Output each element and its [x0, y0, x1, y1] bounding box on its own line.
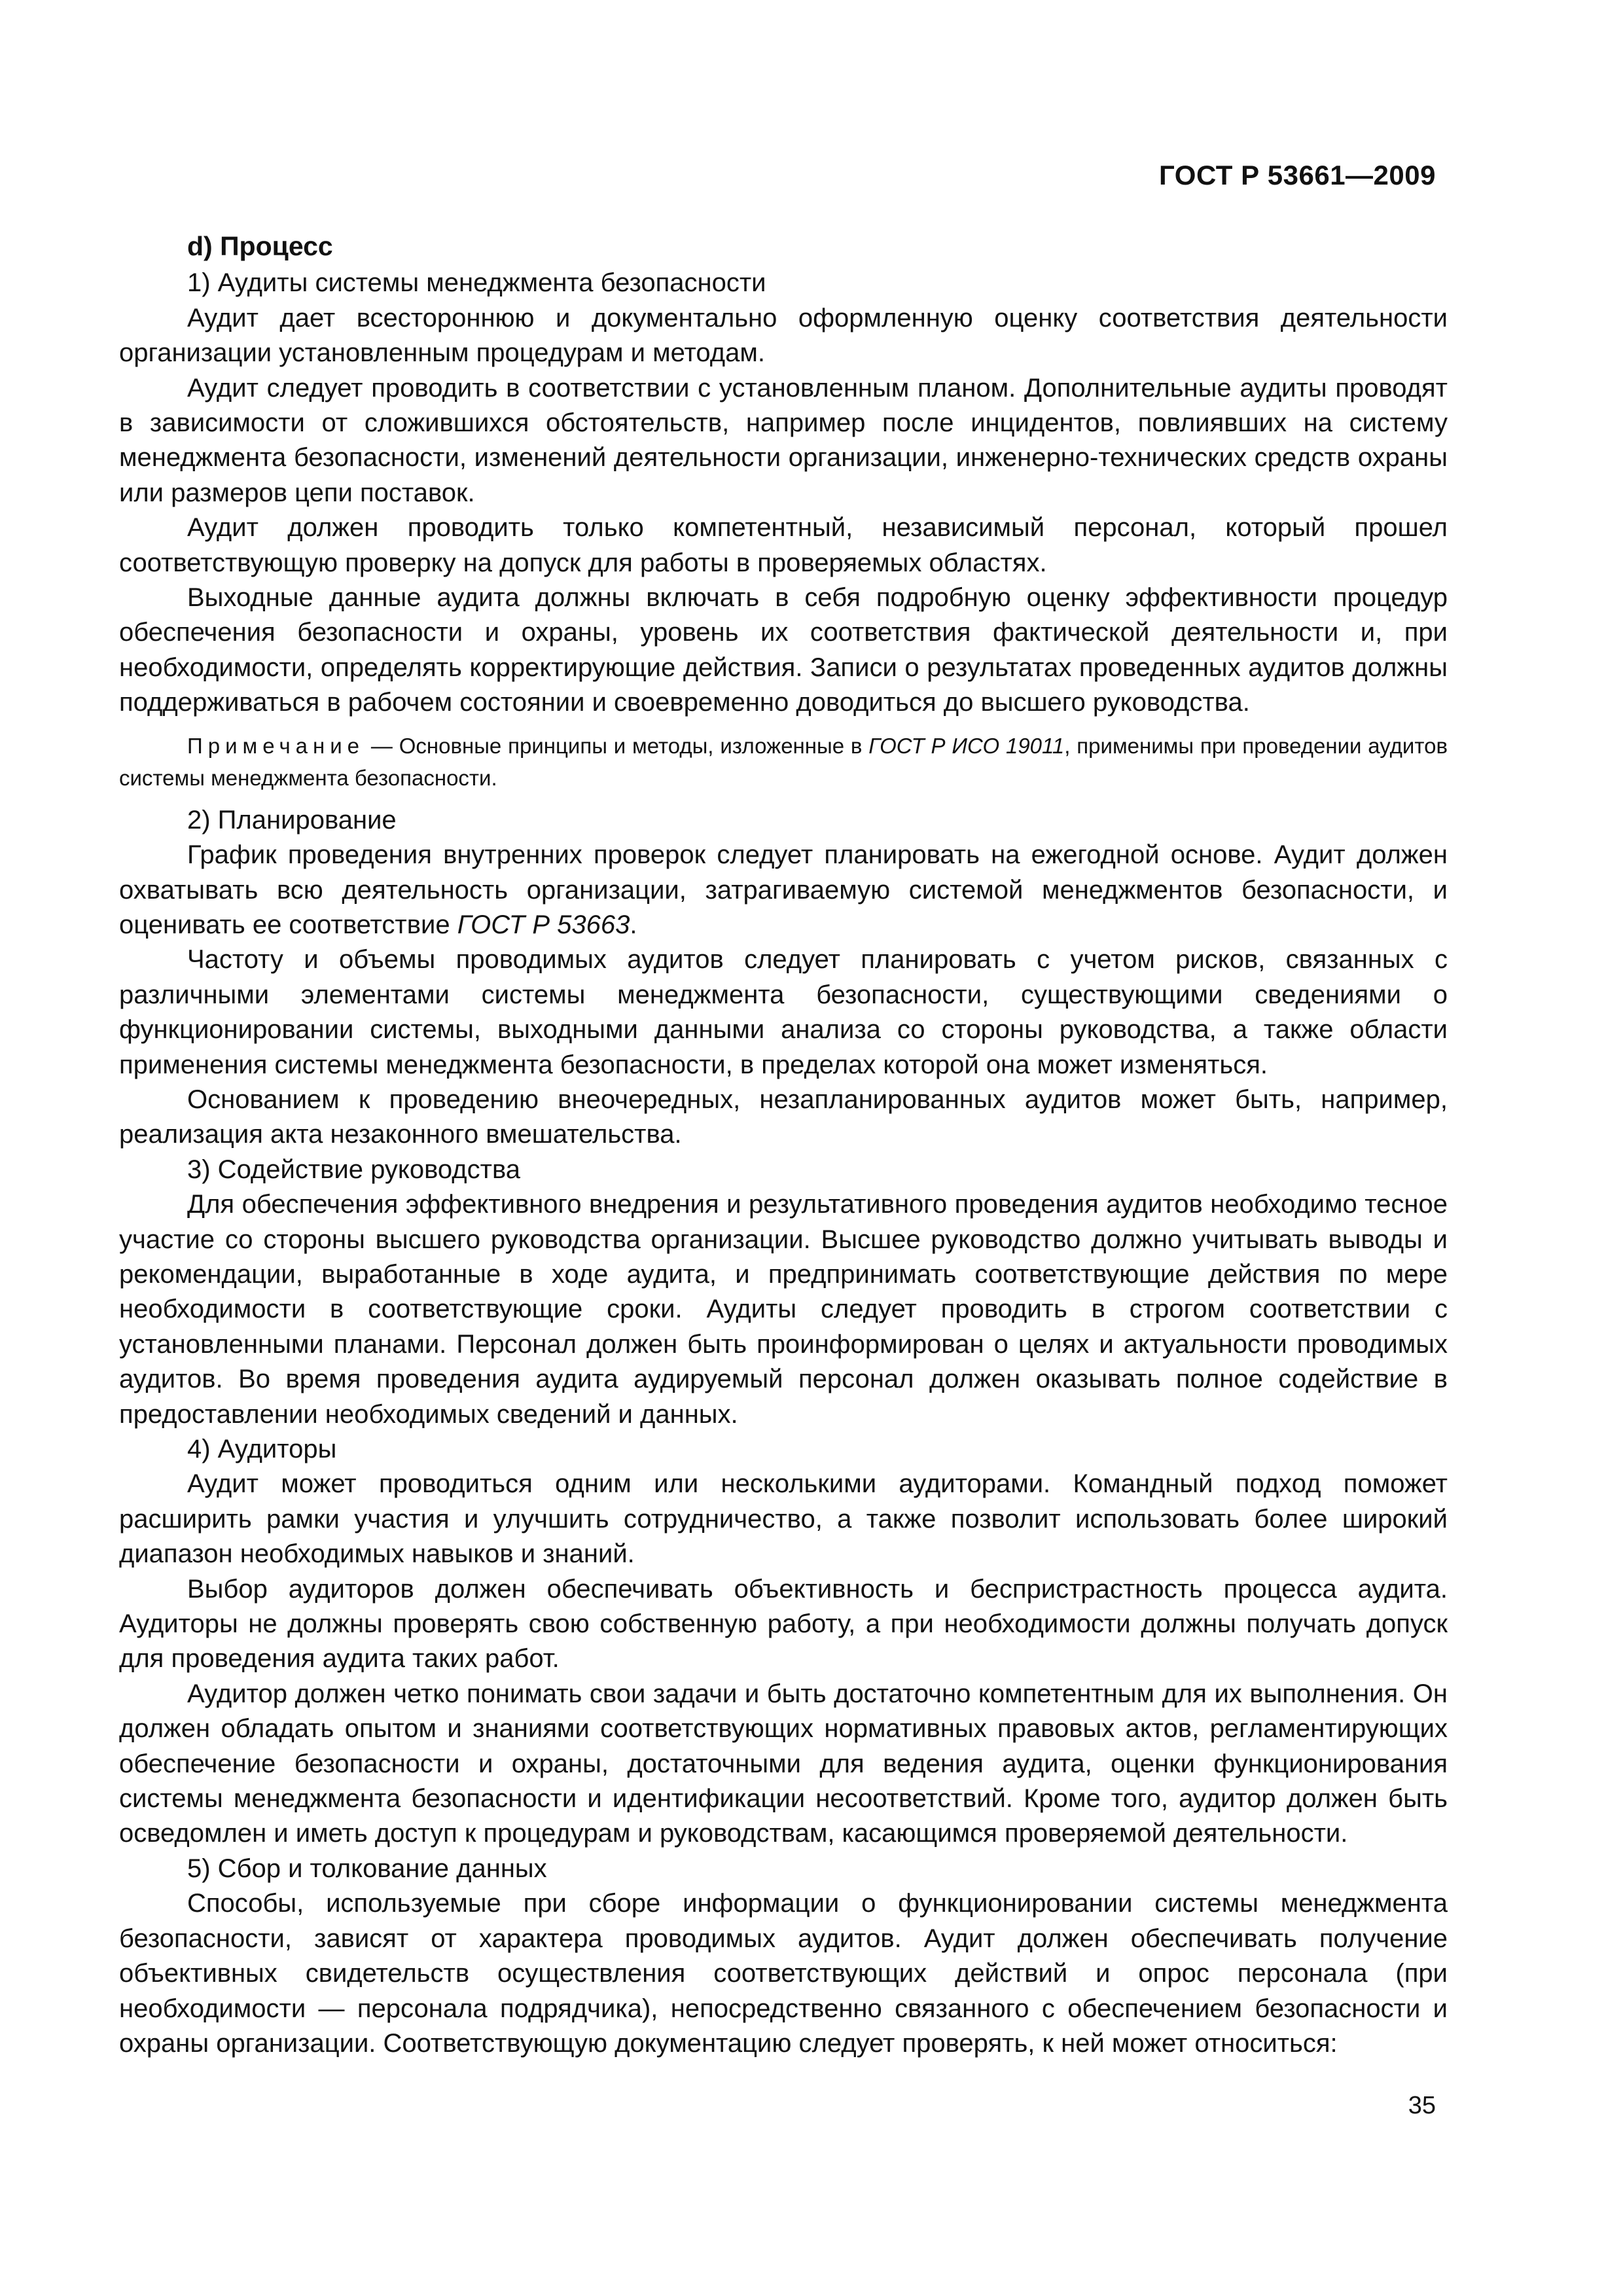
- paragraph: Для обеспечения эффективного внедрения и результативного проведения аудитов необходимо тесное участие со стороны высшего руководства организации. Высшее руководство должно учитывать выводы и рекомендации, выработанные в ходе аудита, и предпринимать соответствующие действия по мере необходимости в соответствующие сроки. Аудиты следует проводить в строгом соответствии с установленными планами. Персонал должен быть проинформирован о целях и актуальности проводимых аудитов. Во время проведения аудита аудируемый персонал должен оказывать полное содействие в предоставлении необходимых сведений и данных.: [119, 1190, 1448, 1429]
- document-body: [119, 229, 1448, 2061]
- subsection-heading-management: 3) Содействие руководства: [187, 1155, 521, 1184]
- paragraph: Способы, используемые при сборе информации о функционировании системы менеджмента безопасности, зависят от характера проводимых аудитов. Аудит должен обеспечивать получение объективных свидетельств осуществления соответствующих действий и опрос персонала (при необходимости — персонала подрядчика), непосредственно связанного с обеспечением безопасности и охраны организации. Соответствующую документацию следует проверять, к ней может относиться:: [119, 1889, 1448, 2058]
- document-header: ГОСТ Р 53661—2009: [1159, 160, 1436, 190]
- paragraph: Аудит может проводиться одним или несколькими аудиторами. Командный подход поможет расширить рамки участия и улучшить сотрудничество, а также позволит использовать более широкий диапазон необходимых навыков и знаний.: [119, 1469, 1448, 1569]
- note: [119, 730, 1448, 794]
- note-reference: ГОСТ Р ИСО 19011: [868, 733, 1065, 758]
- paragraph: Аудит дает всестороннюю и документально оформленную оценку соответствия деятельности организации установленным процедурам и методам.: [119, 303, 1448, 368]
- paragraph: [119, 838, 1448, 942]
- paragraph: Выбор аудиторов должен обеспечивать объективность и беспристрастность процесса аудита. Аудиторы не должны проверять свою собственную работу, а при необходимости должны получать допуск для проведения аудита таких работ.: [119, 1574, 1448, 1674]
- section-heading: d) Процесс: [187, 231, 333, 261]
- subsection-heading-planning: 2) Планирование: [187, 805, 397, 834]
- page-number: 35: [1408, 2092, 1436, 2119]
- paragraph-text-end: .: [630, 910, 637, 939]
- paragraph: Аудит должен проводить только компетентный, независимый персонал, который прошел соответствующую проверку на допуск для работы в проверяемых областях.: [119, 513, 1448, 577]
- paragraph: Выходные данные аудита должны включать в себя подробную оценку эффективности процедур обеспечения безопасности и охраны, уровень их соответствия фактической деятельности и, при необходимости, определять корректирующие действия. Записи о результатах проведенных аудитов должны поддерживаться в рабочем состоянии и своевременно доводиться до высшего руководства.: [119, 583, 1448, 717]
- note-label: Примечание: [187, 733, 365, 758]
- paragraph: Частоту и объемы проводимых аудитов следует планировать с учетом рисков, связанных с различными элементами системы менеджмента безопасности, существующими сведениями о функционировании системы, выходными данными анализа со стороны руководства, а также области применения системы менеджмента безопасности, в пределах которой она может изменяться.: [119, 945, 1448, 1079]
- subsection-heading-auditors: 4) Аудиторы: [187, 1435, 337, 1463]
- paragraph: Аудит следует проводить в соответствии с установленным планом. Дополнительные аудиты проводят в зависимости от сложившихся обстоятельств, например после инцидентов, повлиявших на систему менеджмента безопасности, изменений деятельности организации, инженерно-технических средств охраны или размеров цепи поставок.: [119, 373, 1448, 507]
- note-text-rest: , применимы при проведении аудитов системы менеджмента безопасности.: [119, 733, 1448, 790]
- paragraph: Основанием к проведению внеочередных, незапланированных аудитов может быть, например, реализация акта незаконного вмешательства.: [119, 1085, 1448, 1149]
- subsection-heading-audits: 1) Аудиты системы менеджмента безопасности: [187, 268, 766, 298]
- standard-reference: ГОСТ Р 53663: [457, 910, 630, 939]
- note-text: — Основные принципы и методы, изложенные в: [365, 733, 869, 758]
- subsection-heading-data-collection: 5) Сбор и толкование данных: [187, 1854, 547, 1883]
- paragraph-text: График проведения внутренних проверок следует планировать на ежегодной основе. Аудит должен охватывать всю деятельность организации, затрагиваемую системой менеджментов безопасности, и оценивать ее соответствие: [119, 840, 1448, 939]
- paragraph: Аудитор должен четко понимать свои задачи и быть достаточно компетентным для их выполнения. Он должен обладать опытом и знаниями соответствующих нормативных правовых актов, регламентирующих обеспечение безопасности и охраны, достаточными для ведения аудита, оценки функционирования системы менеджмента безопасности и идентификации несоответствий. Кроме того, аудитор должен быть осведомлен и иметь доступ к процедурам и руководствам, касающимся проверяемой деятельности.: [119, 1679, 1448, 1848]
